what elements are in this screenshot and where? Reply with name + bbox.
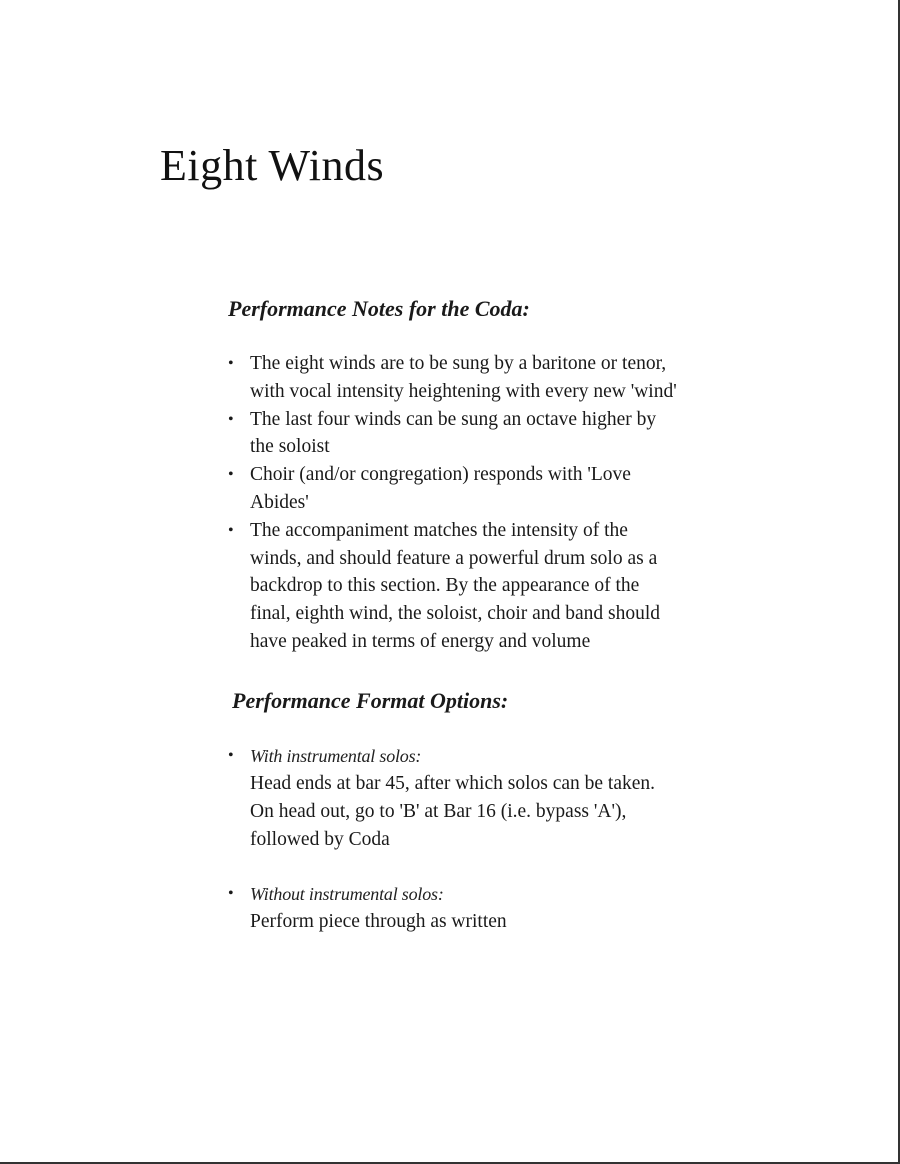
list-item (228, 517, 678, 656)
format-options-heading: Performance Format Options: (232, 687, 509, 713)
bullet-icon: • (228, 521, 234, 539)
option-description: Head ends at bar 45, after which solos can be taken. On head out, go to 'B' at Bar 16 (i.e. bypass 'A'), followed by Coda (250, 772, 656, 850)
bullet-icon: • (228, 466, 234, 484)
bullet-icon: • (228, 410, 234, 428)
bullet-icon: • (228, 746, 234, 764)
option-description: Perform piece through as written (250, 910, 507, 932)
coda-note-text: The eight winds are to be sung by a baritone or tenor, with vocal intensity heightening with every new 'wind' (250, 353, 677, 402)
list-item (228, 461, 678, 517)
list-item (228, 350, 678, 406)
option-label: With instrumental solos: (250, 745, 422, 766)
list-item (228, 880, 678, 936)
list-item (228, 406, 678, 462)
list-item (228, 742, 678, 854)
coda-notes-heading: Performance Notes for the Coda: (228, 296, 530, 321)
bullet-icon: • (228, 355, 234, 372)
page-content (228, 294, 678, 936)
coda-note-text: Choir (and/or congregation) responds with 'Love Abides' (250, 464, 631, 513)
coda-notes-list (228, 350, 678, 656)
page-title: Eight Winds (160, 141, 385, 190)
option-label: Without instrumental solos: (250, 883, 444, 904)
coda-note-text: The last four winds can be sung an octave higher by the soloist (250, 408, 657, 458)
coda-note-text: The accompaniment matches the intensity of the winds, and should feature a powerful drum solo as a backdrop to this section. By the appearance of the final, eighth wind, the soloist, choir and band should have peaked in terms of energy and volume (250, 519, 660, 652)
format-options-list (228, 742, 678, 936)
bullet-icon: • (228, 884, 234, 902)
